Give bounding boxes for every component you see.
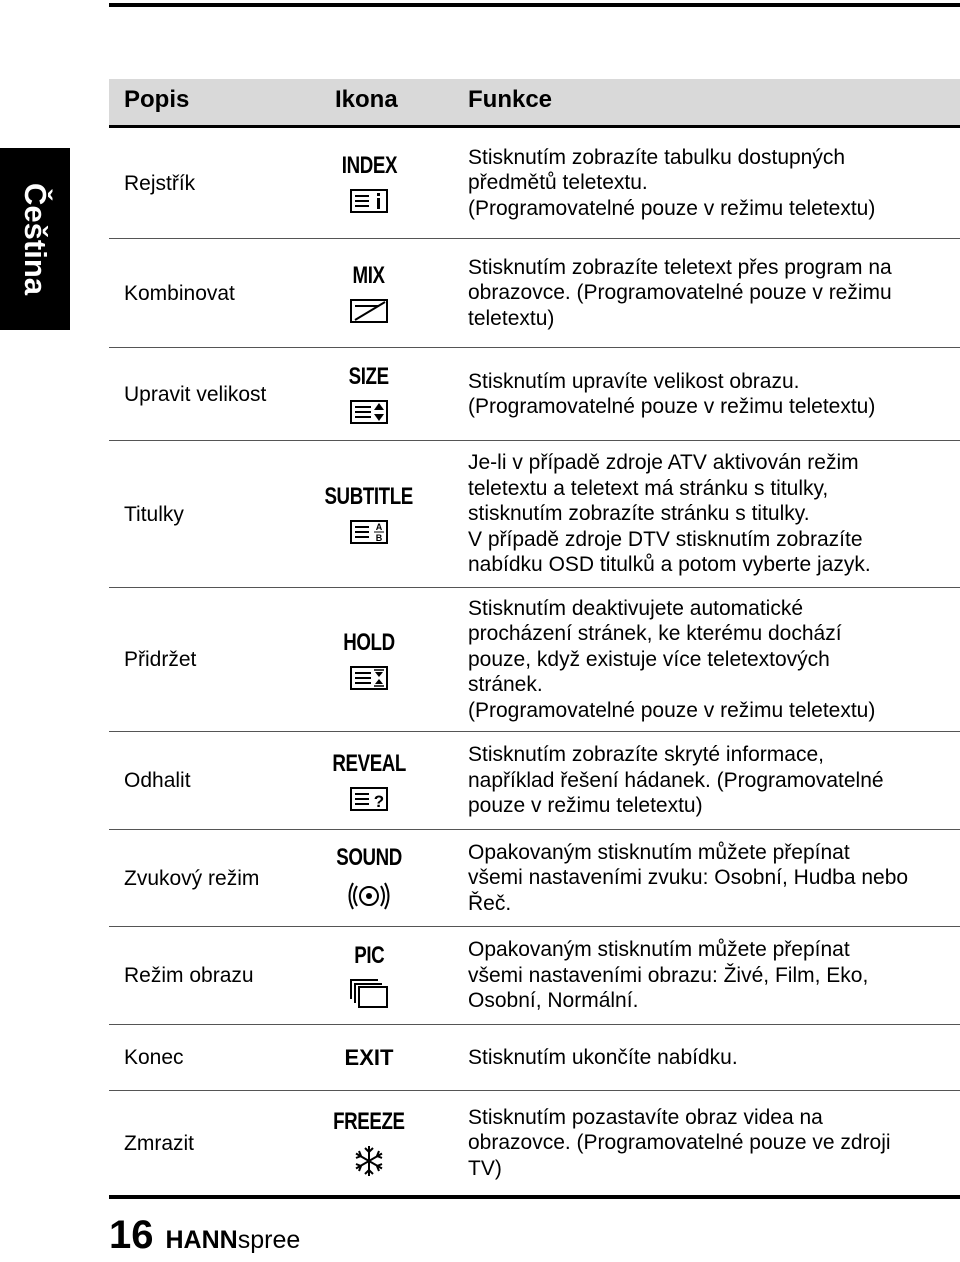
page-number: 16 xyxy=(109,1213,154,1257)
row-function: Stisknutím zobrazíte teletext přes program na obrazovce. (Programovatelné pouze v režimu teletextu) xyxy=(468,255,892,330)
subtitle-icon xyxy=(349,519,389,545)
row-description: Kombinovat xyxy=(124,281,235,305)
row-description: Titulky xyxy=(124,502,184,526)
brand-logo-bold: HANN xyxy=(165,1226,238,1254)
table-row xyxy=(109,128,960,239)
picture-icon xyxy=(348,978,390,1010)
hold-icon xyxy=(349,665,389,691)
row-description: Přidržet xyxy=(124,648,197,671)
table-row xyxy=(109,1091,960,1199)
top-rule xyxy=(109,3,960,7)
row-icon-cell xyxy=(309,348,429,440)
key-label: SOUND xyxy=(336,844,402,871)
row-function: Stisknutím pozastavíte obraz videa na obrazovce. (Programovatelné pouze ve zdroji TV) xyxy=(468,1105,891,1180)
sound-icon xyxy=(347,880,391,912)
row-function: Stisknutím ukončíte nabídku. xyxy=(468,1045,738,1069)
key-label: SUBTITLE xyxy=(324,483,414,510)
brand-logo xyxy=(166,1226,301,1255)
table-row xyxy=(109,239,960,348)
brand-logo-light: spree xyxy=(237,1226,301,1254)
header-ikona: Ikona xyxy=(335,86,398,113)
svg-text:B: B xyxy=(375,533,383,543)
table-row xyxy=(109,927,960,1025)
table-header xyxy=(109,79,960,128)
row-description: Upravit velikost xyxy=(124,382,267,406)
key-label: FREEZE xyxy=(333,1108,405,1135)
row-function: Opakovaným stisknutím můžete přepínat všemi nastaveními obrazu: Živé, Film, Eko, Osobní, Normální. xyxy=(468,938,869,1013)
key-label: HOLD xyxy=(343,628,395,656)
remote-keys-table xyxy=(109,79,960,1199)
key-label: MIX xyxy=(352,262,386,289)
row-function: Stisknutím deaktivujete automatické procházení stránek, ke kterému dochází pouze, když existuje více teletextových stránek. (Programovatelné pouze v režimu teletextu) xyxy=(468,596,876,722)
mix-icon xyxy=(349,298,389,324)
row-icon-cell xyxy=(309,1025,429,1090)
key-label: SIZE xyxy=(348,363,390,390)
language-tab-label: Čeština xyxy=(18,183,54,295)
row-description: Režim obrazu xyxy=(124,964,254,987)
row-description: Rejstřík xyxy=(124,171,196,195)
language-tab xyxy=(0,148,70,330)
table-row xyxy=(109,1025,960,1091)
snowflake-icon xyxy=(352,1144,386,1178)
key-label: REVEAL xyxy=(332,749,406,777)
table-row xyxy=(109,830,960,927)
row-description: Zmrazit xyxy=(124,1131,194,1155)
row-icon-cell xyxy=(309,441,429,587)
row-icon-cell xyxy=(309,732,429,829)
row-icon-cell xyxy=(309,1091,429,1195)
page-footer xyxy=(109,1213,300,1258)
row-icon-cell xyxy=(309,927,429,1024)
row-function: Stisknutím upravíte velikost obrazu. (Programovatelné pouze v režimu teletextu) xyxy=(468,369,876,418)
header-popis: Popis xyxy=(124,86,190,113)
row-icon-cell xyxy=(309,128,429,238)
reveal-icon xyxy=(349,786,389,812)
header-funkce: Funkce xyxy=(468,86,553,113)
row-function: Je-li v případě zdroje ATV aktivován režim teletextu a teletext má stránku s titulky, stisknutím zobrazíte stránku s titulky. V případě zdroje DTV stisknutím zobrazíte nabídku OSD titulků a potom vyberte jazyk. xyxy=(468,451,871,577)
row-icon-cell xyxy=(309,588,429,731)
table-row xyxy=(109,348,960,441)
size-icon xyxy=(349,399,389,425)
key-label: PIC xyxy=(353,941,385,969)
row-icon-cell xyxy=(309,239,429,347)
key-label: INDEX xyxy=(341,152,397,179)
row-icon-cell xyxy=(309,830,429,926)
table-row xyxy=(109,732,960,830)
table-row xyxy=(109,441,960,588)
row-description: Konec xyxy=(124,1046,184,1069)
table-row xyxy=(109,588,960,732)
svg-text:?: ? xyxy=(373,791,385,811)
svg-text:A: A xyxy=(375,522,383,532)
index-icon xyxy=(349,188,389,214)
key-label: EXIT xyxy=(344,1044,394,1070)
row-function: Opakovaným stisknutím můžete přepínat všemi nastaveními zvuku: Osobní, Hudba nebo Řeč. xyxy=(468,840,909,915)
row-description: Odhalit xyxy=(124,769,191,792)
row-description: Zvukový režim xyxy=(124,866,260,890)
row-function: Stisknutím zobrazíte tabulku dostupných předmětů teletextu. (Programovatelné pouze v režimu teletextu) xyxy=(468,145,876,220)
row-function: Stisknutím zobrazíte skryté informace, například řešení hádanek. (Programovatelné pouze v režimu teletextu) xyxy=(468,743,884,818)
